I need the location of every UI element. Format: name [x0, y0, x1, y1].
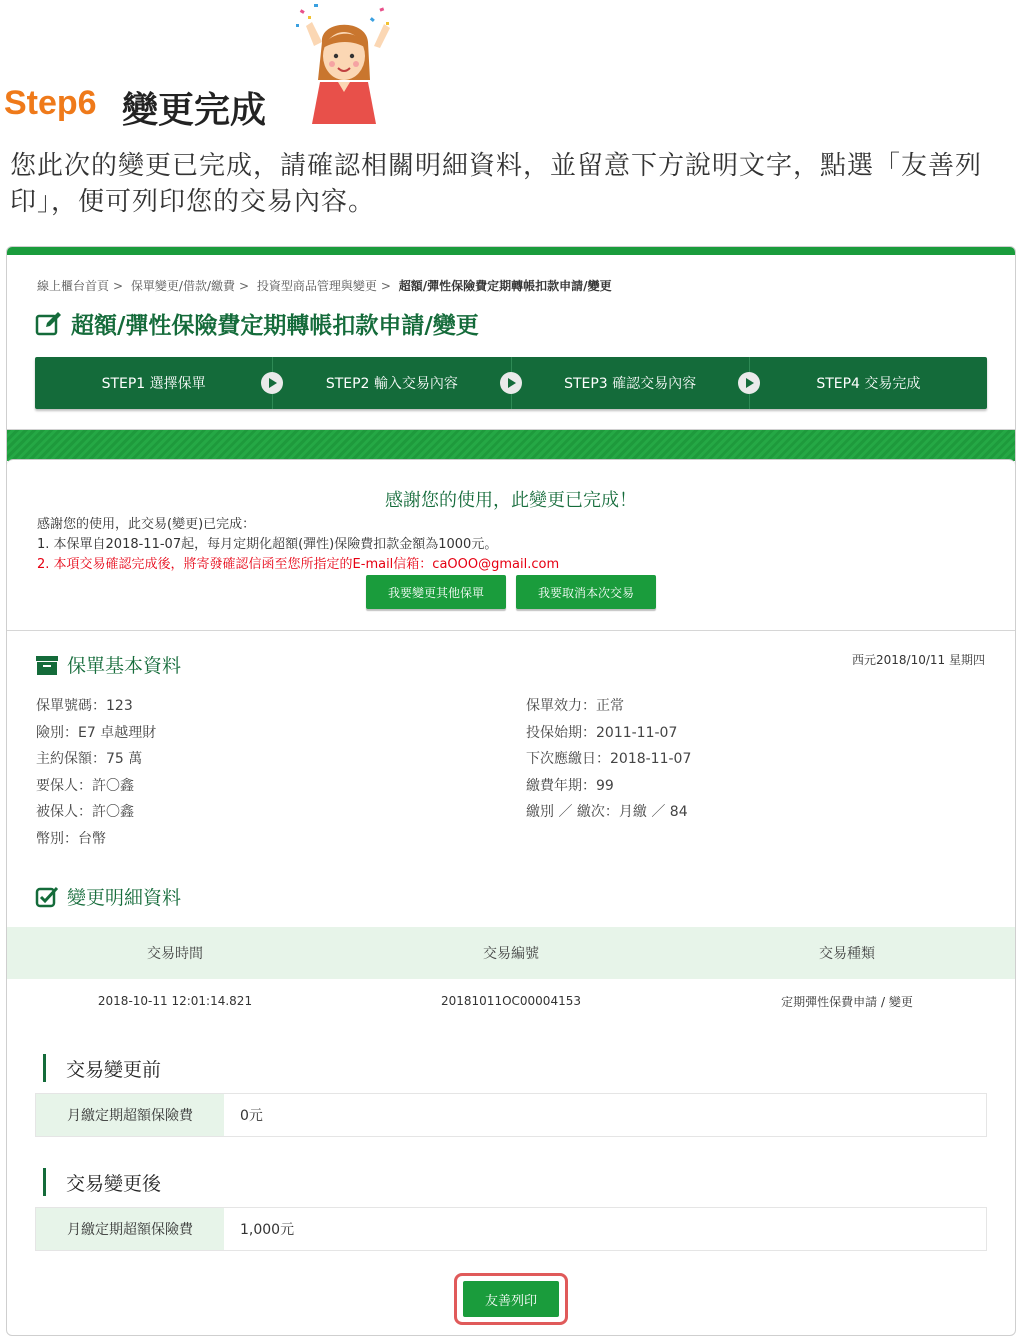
before-change-heading [43, 1054, 161, 1082]
cell-type: 定期彈性保費申請 / 變更 [781, 994, 913, 1009]
after-fee-value: 1,000元 [240, 1222, 295, 1238]
policy-number: 保單號碼：123 [36, 698, 133, 714]
edit-icon [35, 311, 63, 337]
sum-insured: 主約保額：75 萬 [36, 751, 143, 767]
change-other-policy-button[interactable]: 我要變更其他保單 [366, 575, 506, 609]
table-row [7, 983, 1015, 1019]
current-date: 西元2018/10/11 星期四 [852, 653, 985, 667]
cell-time: 2018-10-11 12:01:14.821 [97, 994, 253, 1008]
step-title: 變更完成 [122, 90, 267, 131]
breadcrumb-investment[interactable]: 投資型商品管理與變更 [256, 279, 377, 293]
archive-box-icon [35, 654, 59, 676]
after-fee-row [35, 1207, 987, 1251]
before-change-title: 交易變更前 [66, 1058, 162, 1081]
detail-table-header [7, 927, 1015, 979]
print-button-highlight [454, 1273, 568, 1325]
policyholder: 要保人：許〇鑫 [36, 777, 134, 794]
policy-info-left [36, 693, 156, 852]
decorative-stripe [7, 429, 1015, 461]
friendly-print-button[interactable]: 友善列印 [463, 1281, 559, 1317]
after-change-title: 交易變更後 [66, 1172, 162, 1195]
step-3 [512, 357, 750, 409]
payment-mode: 繳別 ／ 繳次：月繳 ／ 84 [526, 804, 688, 820]
page-title [35, 307, 479, 340]
completion-title: 感謝您的使用，此變更已完成！ [385, 490, 637, 511]
play-arrow-icon [738, 372, 760, 394]
change-detail-heading [35, 883, 181, 910]
intro-text: 您此次的變更已完成，請確認相關明細資料，並留意下方說明文字，點選「友善列印」，便可列印您的交易內容。 [10, 151, 983, 217]
page-title-text: 超額/彈性保險費定期轉帳扣款申請/變更 [71, 313, 479, 339]
screenshot-frame [6, 246, 1016, 1336]
policy-info-heading [35, 651, 181, 678]
completion-line-2: 1. 本保單自2018-11-07起，每月定期化超額(彈性)保險費扣款金額為1000元。 [37, 537, 498, 552]
before-fee-label: 月繳定期超額保險費 [36, 1094, 224, 1136]
completion-actions [7, 575, 1015, 609]
step-progress-bar [35, 357, 987, 409]
completion-line-1: 感謝您的使用，此交易(變更)已完成： [37, 517, 256, 532]
header-number: 交易編號 [483, 946, 539, 962]
step-2-label: STEP2 輸入交易內容 [325, 376, 458, 392]
breadcrumb-policy-change[interactable]: 保單變更/借款/繳費 [130, 279, 235, 293]
change-detail-title: 變更明細資料 [67, 887, 182, 909]
currency: 幣別：台幣 [36, 830, 106, 847]
step-2 [273, 357, 511, 409]
completion-message [37, 515, 559, 575]
checkbox-icon [35, 886, 59, 908]
breadcrumb-current: 超額/彈性保險費定期轉帳扣款申請/變更 [398, 279, 612, 293]
step-4-label: STEP4 交易完成 [816, 376, 921, 392]
cell-number: 20181011OC00004153 [441, 994, 581, 1008]
policy-type: 險別：E7 卓越理財 [36, 724, 157, 741]
completion-panel [7, 459, 1015, 631]
breadcrumb-home[interactable]: 線上櫃台首頁 [37, 279, 110, 293]
next-due-date: 下次應繳日：2018-11-07 [526, 751, 692, 767]
mascot-illustration [292, 2, 396, 124]
policy-status: 保單效力：正常 [526, 698, 624, 714]
after-change-heading [43, 1168, 161, 1196]
policy-start-date: 投保始期：2011-11-07 [526, 724, 678, 741]
breadcrumb: 線上櫃台首頁 > 保單變更/借款/繳費 > 投資型商品管理與變更 > 超額/彈性保險費定期轉帳扣款申請/變更 [37, 279, 612, 293]
header-time: 交易時間 [147, 946, 203, 962]
completion-line-3: 2. 本項交易確認完成後，將寄發確認信函至您所指定的E-mail信箱：caOOO@gmail.com [37, 557, 560, 572]
insured: 被保人：許〇鑫 [36, 804, 134, 820]
before-fee-value: 0元 [240, 1108, 263, 1124]
step-label: Step6 [4, 84, 97, 122]
step-1-label: STEP1 選擇保單 [101, 376, 206, 392]
policy-info-title: 保單基本資料 [67, 655, 182, 677]
cancel-transaction-button[interactable]: 我要取消本次交易 [516, 575, 656, 609]
policy-info-right [526, 693, 691, 826]
after-fee-label: 月繳定期超額保險費 [36, 1208, 224, 1250]
top-accent-bar [7, 247, 1015, 255]
before-fee-row [35, 1093, 987, 1137]
step-4 [750, 357, 987, 409]
payment-years: 繳費年期：99 [526, 777, 614, 794]
header-type: 交易種類 [819, 946, 875, 962]
step-3-label: STEP3 確認交易內容 [564, 376, 697, 392]
play-arrow-icon [500, 372, 522, 394]
step-1 [35, 357, 273, 409]
step-header [0, 0, 1017, 217]
